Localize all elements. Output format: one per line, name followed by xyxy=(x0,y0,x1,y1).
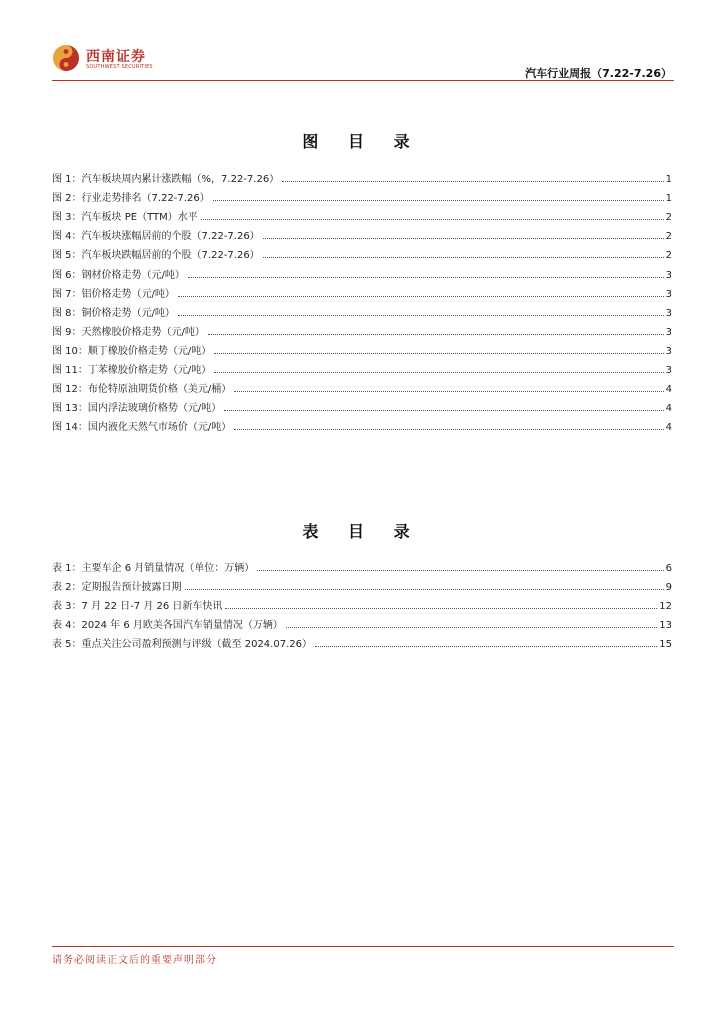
toc-entry-label: 图 5：汽车板块跌幅居前的个股（7.22-7.26） xyxy=(52,250,260,262)
toc-entry-label: 图 13：国内浮法玻璃价格势（元/吨） xyxy=(52,403,222,415)
toc-entry-page: 3 xyxy=(665,269,672,281)
figure-toc-entry[interactable] xyxy=(52,281,672,300)
toc-leader-dots xyxy=(263,257,664,258)
toc-entry-page: 2 xyxy=(665,231,672,243)
table-toc-entry[interactable] xyxy=(52,593,672,612)
figure-toc-entry[interactable] xyxy=(52,223,672,242)
toc-entry-page: 13 xyxy=(659,620,672,632)
footer-divider xyxy=(52,946,674,947)
figure-toc-entry[interactable] xyxy=(52,338,672,357)
toc-leader-dots xyxy=(315,646,657,647)
figure-toc-entry[interactable] xyxy=(52,395,672,414)
figure-toc-entry[interactable] xyxy=(52,376,672,395)
figures-toc-title: 图 目 录 xyxy=(302,132,422,151)
toc-leader-dots xyxy=(185,589,664,590)
figure-toc-entry[interactable] xyxy=(52,242,672,261)
toc-leader-dots xyxy=(178,296,664,297)
toc-entry-page: 4 xyxy=(665,422,672,434)
toc-entry-page: 4 xyxy=(665,384,672,396)
toc-entry-label: 图 1：汽车板块周内累计涨跌幅（%，7.22-7.26） xyxy=(52,174,280,186)
toc-leader-dots xyxy=(214,372,663,373)
figure-toc-entry[interactable] xyxy=(52,414,672,433)
figure-toc-entry[interactable] xyxy=(52,261,672,280)
tables-toc-title: 表 目 录 xyxy=(302,522,422,541)
toc-entry-label: 表 3：7 月 22 日-7 月 26 日新车快讯 xyxy=(52,601,223,613)
figure-toc-entry[interactable] xyxy=(52,300,672,319)
toc-entry-page: 2 xyxy=(665,250,672,262)
figure-toc-entry[interactable] xyxy=(52,166,672,185)
toc-entry-page: 6 xyxy=(665,563,672,575)
logo-mark-icon xyxy=(52,44,80,72)
toc-entry-label: 表 5：重点关注公司盈利预测与评级（截至 2024.07.26） xyxy=(52,639,312,651)
toc-entry-page: 2 xyxy=(665,212,672,224)
toc-entry-page: 1 xyxy=(665,174,672,186)
toc-entry-page: 15 xyxy=(659,639,672,651)
toc-leader-dots xyxy=(213,200,664,201)
table-toc-entry[interactable] xyxy=(52,612,672,631)
table-toc-entry[interactable] xyxy=(52,574,672,593)
tables-toc-list xyxy=(52,555,672,650)
toc-entry-page: 9 xyxy=(665,582,672,594)
toc-entry-label: 图 4：汽车板块涨幅居前的个股（7.22-7.26） xyxy=(52,231,260,243)
toc-entry-label: 图 8：铜价格走势（元/吨） xyxy=(52,307,175,319)
toc-entry-page: 3 xyxy=(665,288,672,300)
toc-entry-page: 1 xyxy=(665,193,672,205)
toc-leader-dots xyxy=(224,410,663,411)
page-header xyxy=(52,40,674,80)
toc-leader-dots xyxy=(263,238,664,239)
toc-leader-dots xyxy=(257,570,663,571)
figure-toc-entry[interactable] xyxy=(52,185,672,204)
toc-leader-dots xyxy=(188,277,664,278)
figure-toc-entry[interactable] xyxy=(52,204,672,223)
toc-entry-label: 表 1：主要车企 6 月销量情况（单位：万辆） xyxy=(52,563,255,575)
toc-entry-label: 图 3：汽车板块 PE（TTM）水平 xyxy=(52,212,198,224)
report-title: 汽车行业周报（7.22-7.26） xyxy=(525,67,672,80)
toc-entry-label: 表 2：定期报告预计披露日期 xyxy=(52,582,182,594)
logo-text-cn: 西南证券 xyxy=(86,49,146,65)
toc-leader-dots xyxy=(178,315,664,316)
toc-entry-label: 图 10：顺丁橡胶价格走势（元/吨） xyxy=(52,345,212,357)
header-divider xyxy=(52,80,674,81)
table-toc-entry[interactable] xyxy=(52,555,672,574)
figure-toc-entry[interactable] xyxy=(52,357,672,376)
toc-leader-dots xyxy=(208,334,664,335)
toc-entry-page: 4 xyxy=(665,403,672,415)
toc-leader-dots xyxy=(282,181,663,182)
toc-entry-page: 3 xyxy=(665,365,672,377)
toc-leader-dots xyxy=(286,627,657,628)
toc-entry-page: 3 xyxy=(665,307,672,319)
toc-entry-label: 图 6：钢材价格走势（元/吨） xyxy=(52,269,185,281)
table-toc-entry[interactable] xyxy=(52,631,672,650)
toc-entry-page: 12 xyxy=(659,601,672,613)
toc-entry-label: 图 9：天然橡胶价格走势（元/吨） xyxy=(52,326,205,338)
toc-entry-label: 图 2：行业走势排名（7.22-7.26） xyxy=(52,193,210,205)
toc-leader-dots xyxy=(225,608,657,609)
footer-disclaimer: 请务必阅读正文后的重要声明部分 xyxy=(52,955,217,966)
toc-leader-dots xyxy=(201,219,664,220)
toc-entry-label: 表 4：2024 年 6 月欧美各国汽车销量情况（万辆） xyxy=(52,620,283,632)
toc-entry-page: 3 xyxy=(665,345,672,357)
toc-leader-dots xyxy=(214,353,663,354)
toc-entry-page: 3 xyxy=(665,326,672,338)
toc-leader-dots xyxy=(234,429,663,430)
logo-text-en: SOUTHWEST SECURITIES xyxy=(86,64,153,70)
toc-leader-dots xyxy=(234,391,663,392)
toc-entry-label: 图 12：布伦特原油期货价格（美元/桶） xyxy=(52,384,232,396)
toc-entry-label: 图 14：国内液化天然气市场价（元/吨） xyxy=(52,422,232,434)
toc-entry-label: 图 7：铝价格走势（元/吨） xyxy=(52,288,175,300)
figures-toc-list xyxy=(52,166,672,433)
toc-entry-label: 图 11：丁苯橡胶价格走势（元/吨） xyxy=(52,365,212,377)
figure-toc-entry[interactable] xyxy=(52,319,672,338)
